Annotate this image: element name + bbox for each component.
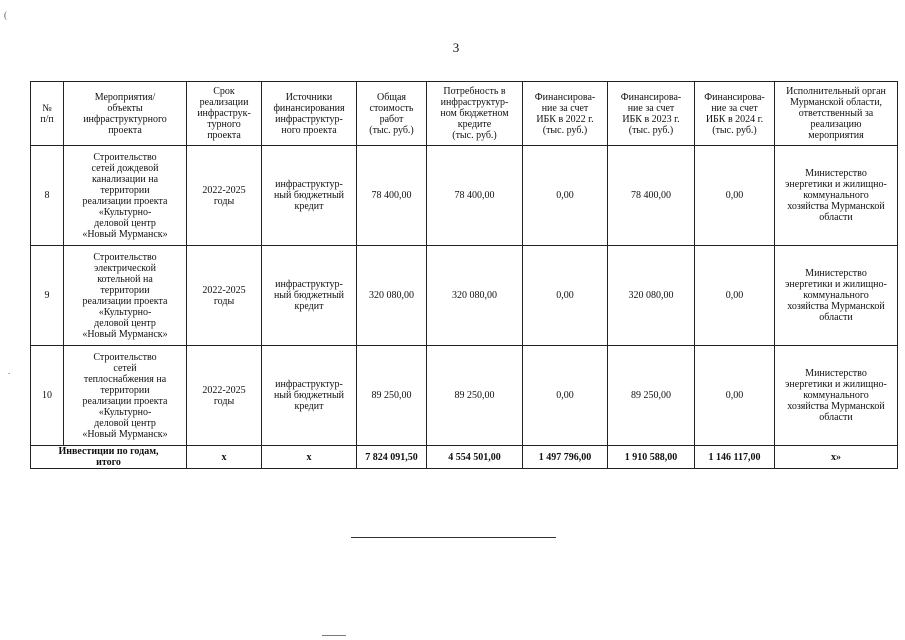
total-label: Инвестиции по годам, итого [31, 446, 187, 469]
total-2023: 1 910 588,00 [608, 446, 695, 469]
row-2024: 0,00 [695, 246, 775, 346]
header-term: Срок реализации инфраструк- турного проекта [187, 82, 262, 146]
row-total: 78 400,00 [357, 146, 427, 246]
total-source: х [262, 446, 357, 469]
header-executor: Исполнительный орган Мурманской области, ответственный за реализацию мероприятия [775, 82, 898, 146]
row-total: 89 250,00 [357, 346, 427, 446]
row-total: 320 080,00 [357, 246, 427, 346]
header-name: Мероприятия/ объекты инфраструктурного проекта [64, 82, 187, 146]
total-2022: 1 497 796,00 [523, 446, 608, 469]
row-term: 2022-2025 годы [187, 346, 262, 446]
row-2024: 0,00 [695, 146, 775, 246]
header-2023: Финансирова- ние за счет ИБК в 2023 г. (тыс. руб.) [608, 82, 695, 146]
header-total: Общая стоимость работ (тыс. руб.) [357, 82, 427, 146]
margin-mark-middle: . [8, 366, 11, 376]
investment-table [30, 81, 898, 469]
table-header-row [31, 82, 898, 146]
scan-mark [322, 635, 346, 636]
row-2023: 89 250,00 [608, 346, 695, 446]
row-name: Строительство сетей теплоснабжения на территории реализации проекта «Культурно- деловой центр «Новый Мурманск» [64, 346, 187, 446]
row-2022: 0,00 [523, 246, 608, 346]
header-source: Источники финансирования инфраструктур- ного проекта [262, 82, 357, 146]
total-need: 4 554 501,00 [427, 446, 523, 469]
row-need: 320 080,00 [427, 246, 523, 346]
row-2022: 0,00 [523, 146, 608, 246]
table-row [31, 246, 898, 346]
total-total: 7 824 091,50 [357, 446, 427, 469]
row-2022: 0,00 [523, 346, 608, 446]
table-row [31, 346, 898, 446]
row-name: Строительство сетей дождевой канализации на территории реализации проекта «Культурно- деловой центр «Новый Мурманск» [64, 146, 187, 246]
row-source: инфраструктур- ный бюджетный кредит [262, 246, 357, 346]
header-need: Потребность в инфраструктур- ном бюджетном кредите (тыс. руб.) [427, 82, 523, 146]
total-term: х [187, 446, 262, 469]
header-num: № п/п [31, 82, 64, 146]
row-2023: 320 080,00 [608, 246, 695, 346]
closing-line [351, 537, 556, 538]
total-row [31, 446, 898, 469]
row-num: 10 [31, 346, 64, 446]
row-executor: Министерство энергетики и жилищно- коммунального хозяйства Мурманской области [775, 246, 898, 346]
row-executor: Министерство энергетики и жилищно- коммунального хозяйства Мурманской области [775, 146, 898, 246]
row-num: 9 [31, 246, 64, 346]
row-executor: Министерство энергетики и жилищно- коммунального хозяйства Мурманской области [775, 346, 898, 446]
row-source: инфраструктур- ный бюджетный кредит [262, 146, 357, 246]
total-executor: х» [775, 446, 898, 469]
row-num: 8 [31, 146, 64, 246]
page-number: 3 [452, 40, 460, 55]
row-name: Строительство электрической котельной на территории реализации проекта «Культурно- деловой центр «Новый Мурманск» [64, 246, 187, 346]
row-2024: 0,00 [695, 346, 775, 446]
row-need: 89 250,00 [427, 346, 523, 446]
row-need: 78 400,00 [427, 146, 523, 246]
row-2023: 78 400,00 [608, 146, 695, 246]
row-source: инфраструктур- ный бюджетный кредит [262, 346, 357, 446]
row-term: 2022-2025 годы [187, 146, 262, 246]
margin-mark-top: ( [4, 10, 7, 20]
total-2024: 1 146 117,00 [695, 446, 775, 469]
row-term: 2022-2025 годы [187, 246, 262, 346]
header-2022: Финансирова- ние за счет ИБК в 2022 г. (тыс. руб.) [523, 82, 608, 146]
table-row [31, 146, 898, 246]
header-2024: Финансирова- ние за счет ИБК в 2024 г. (тыс. руб.) [695, 82, 775, 146]
